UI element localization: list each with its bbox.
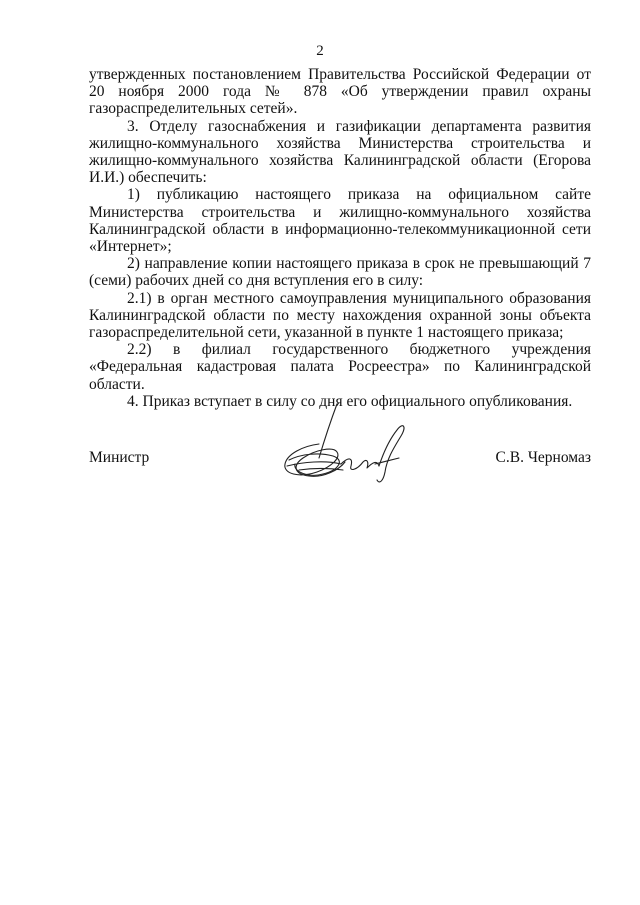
paragraph-item-2-2: 2.2) в филиал государственного бюджетного учреждения «Федеральная кадастровая палата Росреестра» по Калининградской области. [89, 341, 591, 393]
page-number: 2 [316, 43, 324, 59]
paragraph-item-3-2: 2) направление копии настоящего приказа в срок не превышающий 7 (семи) рабочих дней со дня вступления его в силу: [89, 255, 591, 290]
signature-block [89, 400, 591, 500]
paragraph-item-4: 4. Приказ вступает в силу со дня его официального опубликования. [127, 392, 573, 410]
signer-title: Министр [89, 449, 150, 466]
handwritten-signature [279, 400, 419, 495]
paragraph-item-3-1: 1) публикацию настоящего приказа на официальном сайте Министерства строительства и жилищно-коммунального хозяйства Калининградской области в информационно-телекоммуникационной сети «Интернет»; [89, 186, 591, 256]
signer-name: С.В. Черномаз [495, 449, 591, 466]
paragraph-item-2-1: 2.1) в орган местного самоуправления муниципального образования Калининградской области по месту нахождения охранной зоны объекта газораспределительной сети, указанной в пункте 1 настоящего приказа; [89, 289, 591, 342]
document-body [89, 66, 591, 410]
paragraph-item-3: 3. Отделу газоснабжения и газификации департамента развития жилищно-коммунального хозяйства Министерства строительства и жилищно-коммунального хозяйства Калининградской области (Егорова И.И.) обеспечить: [89, 117, 591, 187]
paragraph-continuation: утвержденных постановлением Правительства Российской Федерации от 20 ноября 2000 года № 878 «Об утверждении правил охраны газораспределительных сетей». [89, 66, 591, 118]
